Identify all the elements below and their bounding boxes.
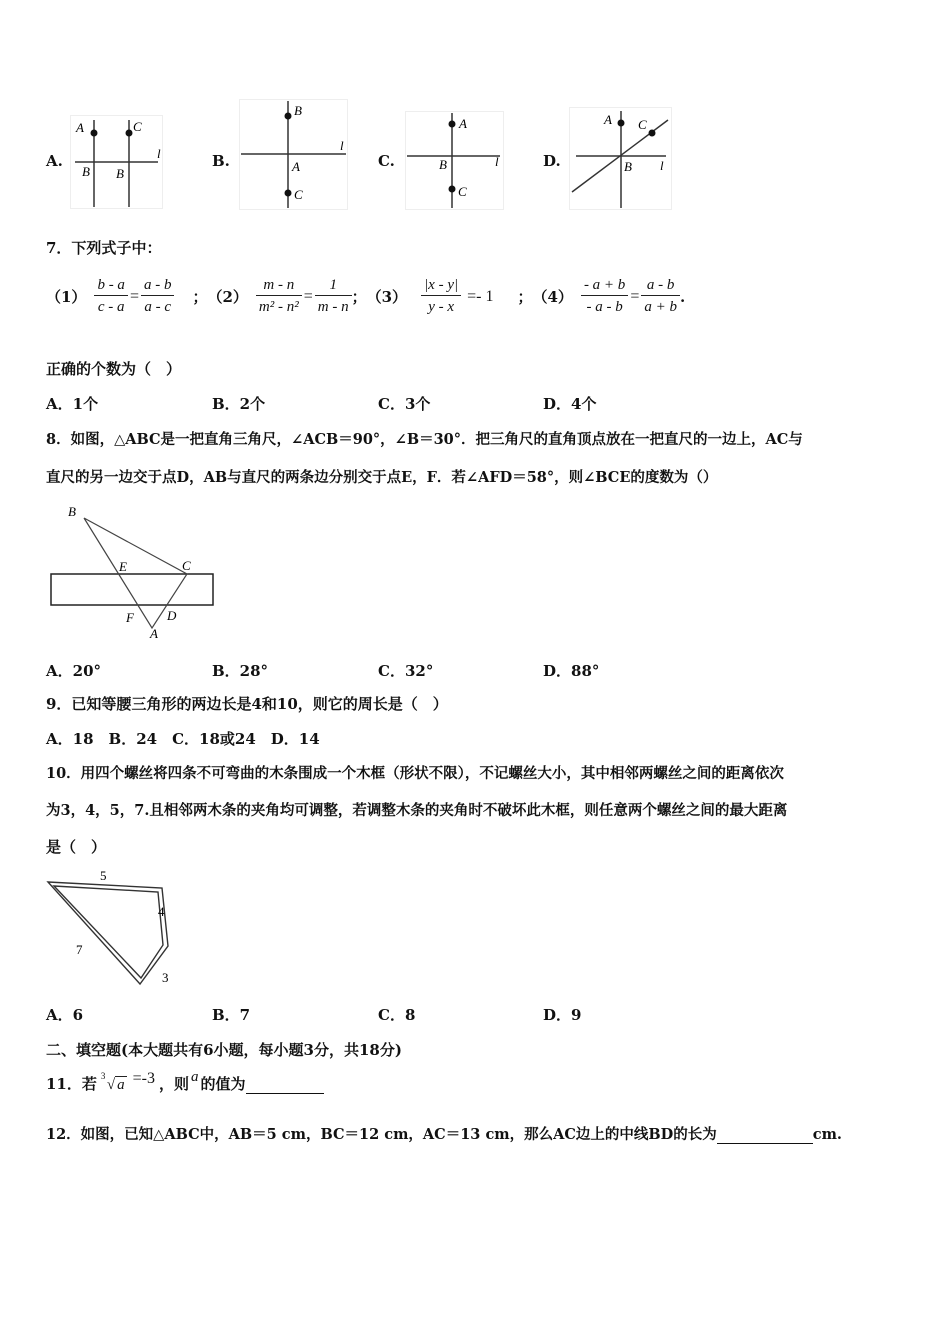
q11: 11．若 3 √ a =-3 ，则 a 的值为 bbox=[46, 1068, 324, 1094]
q6d-label-c: C bbox=[638, 117, 647, 132]
q8-option-b: B．28° bbox=[212, 662, 269, 680]
q7-item2-lhs: $\frac{m - n}{\text{m² - n²}}$ bbox=[256, 275, 302, 318]
q7-item2-tag: （2） bbox=[207, 288, 248, 306]
q8-option-a: A．20° bbox=[46, 662, 102, 680]
q6-option-b-letter: B. bbox=[212, 152, 230, 170]
q7-item1-rhs: $\frac{a - b}{a - c}$ bbox=[141, 275, 175, 318]
q7-formulas: （1） $\frac{b - a}{c - a}$ = $\frac{a - b}{a - c}$ ； （2） $\frac{m - n}{\text{m² - n²}}$ = $\frac{1}{m - n}$ ； （3） $\frac{|x - y|}{y - x}$ =- 1 ； （4） $\frac{- a + b}{- a - b}$ = $\frac{a - b}{a + b}$ . bbox=[46, 275, 685, 318]
q6c-label-c: C bbox=[458, 184, 467, 199]
q8-option-d: D．88° bbox=[543, 662, 600, 680]
q10-line2: 为3，4，5，7.且相邻两木条的夹角均可调整，若调整木条的夹角时不破坏此木框，则任意两个螺丝之间的最大距离 bbox=[46, 802, 788, 819]
q6a-label-c: C bbox=[133, 119, 142, 134]
q6a-label-l: l bbox=[157, 146, 161, 161]
q9-options: A．18 B．24 C．18或24 D．14 bbox=[46, 730, 320, 748]
q7-option-d: D．4个 bbox=[543, 395, 597, 413]
q12-answer-blank[interactable] bbox=[717, 1143, 813, 1144]
q8-figure bbox=[44, 498, 224, 648]
q7-item4-tag: （4） bbox=[532, 288, 573, 306]
q6c-label-a: A bbox=[459, 116, 467, 131]
q6d-label-b: B bbox=[624, 159, 632, 174]
q6a-label-b1: B bbox=[82, 164, 90, 179]
q8-label-c: C bbox=[182, 558, 191, 573]
q10-label-4: 4 bbox=[158, 904, 165, 919]
q6-figure-a bbox=[70, 115, 165, 210]
q6b-label-a: A bbox=[292, 159, 300, 174]
q6b-label-l: l bbox=[340, 138, 344, 153]
q7-title: 7．下列式子中： bbox=[46, 239, 162, 257]
q6-option-c-letter: C. bbox=[378, 152, 395, 170]
q11-answer-blank[interactable] bbox=[246, 1093, 324, 1094]
q7-option-b: B．2个 bbox=[212, 395, 266, 413]
q10-option-d: D．9 bbox=[543, 1006, 582, 1024]
q8-label-a: A bbox=[150, 626, 158, 641]
q8-line1: 8．如图，△ABC是一把直角三角尺，∠ACB＝90°，∠B＝30°．把三角尺的直角顶点放在一把直尺的一边上，AC与 bbox=[46, 431, 803, 448]
q10-line1: 10．用四个螺丝将四条不可弯曲的木条围成一个木框（形状不限），不记螺丝大小，其中相邻两螺丝之间的距离依次 bbox=[46, 765, 784, 782]
section2-title: 二、填空题(本大题共有6小题，每小题3分，共18分) bbox=[46, 1041, 402, 1059]
q6c-label-b: B bbox=[439, 157, 447, 172]
q11-radical: 3 √ a bbox=[100, 1071, 125, 1093]
q6-option-d-letter: D. bbox=[543, 152, 561, 170]
q6b-label-b: B bbox=[294, 103, 302, 118]
q10-option-c: C．8 bbox=[378, 1006, 416, 1024]
q10-label-5: 5 bbox=[100, 868, 107, 883]
q7-item4-lhs: $\frac{- a + b}{- a - b}$ bbox=[581, 275, 628, 318]
q7-item4-rhs: $\frac{a - b}{a + b}$ bbox=[641, 275, 680, 318]
q7-item3-tag: （3） bbox=[366, 288, 408, 306]
q9-text: 9．已知等腰三角形的两边长是4和10，则它的周长是（ ） bbox=[46, 695, 448, 713]
q10-label-3: 3 bbox=[162, 970, 169, 985]
q10-figure bbox=[44, 866, 184, 991]
q6-figure-c bbox=[402, 110, 507, 212]
q8-label-d: D bbox=[167, 608, 177, 623]
q6d-label-l: l bbox=[660, 158, 664, 173]
q6c-label-l: l bbox=[495, 154, 499, 169]
q7-option-a: A．1个 bbox=[46, 395, 99, 413]
q10-option-a: A．6 bbox=[46, 1006, 84, 1024]
q7-item1-lhs: $\frac{b - a}{c - a}$ bbox=[94, 275, 128, 318]
q6a-label-a: A bbox=[76, 120, 84, 135]
q7-question: 正确的个数为（ ） bbox=[46, 360, 182, 378]
q8-label-f: F bbox=[126, 610, 134, 625]
q7-option-c: C．3个 bbox=[378, 395, 431, 413]
q8-label-b: B bbox=[68, 504, 76, 519]
q6-figure-b bbox=[236, 98, 351, 212]
q10-line3: 是（ ） bbox=[46, 838, 107, 856]
q10-option-b: B．7 bbox=[212, 1006, 251, 1024]
q8-label-e: E bbox=[119, 559, 127, 574]
q6b-label-c: C bbox=[294, 187, 303, 202]
q10-label-7: 7 bbox=[76, 942, 83, 957]
q8-option-c: C．32° bbox=[378, 662, 434, 680]
q12: 12．如图，已知△ABC中，AB＝5 cm，BC＝12 cm，AC＝13 cm，那么AC边上的中线BD的长为 cm. bbox=[46, 1126, 842, 1143]
q7-item3-lhs: $\frac{|x - y|}{y - x}$ bbox=[421, 275, 461, 318]
q6-figure-d bbox=[566, 106, 676, 212]
q6d-label-a: A bbox=[604, 112, 612, 127]
q7-item2-rhs: $\frac{1}{m - n}$ bbox=[315, 275, 352, 318]
q6a-label-b2: B bbox=[116, 166, 124, 181]
q6-option-a-letter: A. bbox=[46, 152, 63, 170]
q8-line2: 直尺的另一边交于点D，AB与直尺的两条边分别交于点E，F．若∠AFD＝58°，则∠BCE的度数为（） bbox=[46, 469, 718, 486]
q7-item1-tag: （1） bbox=[46, 288, 87, 306]
